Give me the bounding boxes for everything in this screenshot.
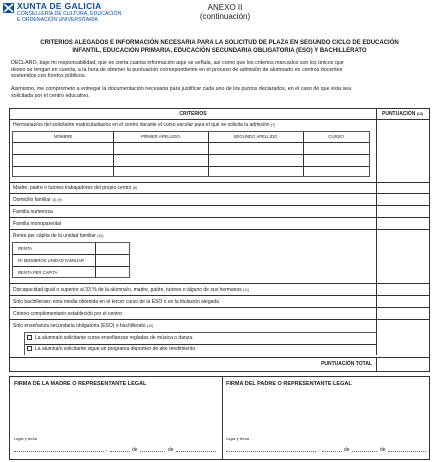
siblings-label: Hermanas/os del solicitante matriculadas/os en el centro durante el curso escolar para el que se solicita la admisión $^{(7)}$ [13,122,276,128]
mother-comma: , [106,447,108,453]
department-name: CONSELLERÍA DE CULTURA, EDUCACIÓN E ORDENACIÓN UNIVERSITARIA [17,11,122,23]
income-table [12,242,130,278]
annex-heading [180,3,270,21]
col-nombre: NOMBRE [53,134,73,139]
father-place-date-label: Lugar y fecha [226,437,250,441]
parents-worker-label: Madre, padre o tutores trabajadores del propio centro $^{(8)}$ [13,185,138,191]
income-row-miembros: Nº MIEMBROS UNIDAD FAMILIAR [18,258,84,263]
logo-text: XUNTA DE GALICIA [17,1,102,11]
total-value-field[interactable] [376,357,431,372]
score-header: PUNTUACIÓN $^{(13)}$ [382,111,423,117]
option-music-checkbox[interactable] [27,335,32,340]
income-row-per-capita: RENTA PER CÁPITA [18,270,58,275]
declaration-text: DECLARO, bajo mi responsabilidad, que es cierta cuanta información aquí se señala, así como que los criterios marcados son los únicos que deseo se tengan en cuenta, a la hora de obtener la puntuación correspondiente en el proceso de admisión de alumnado en centros docentes sostenidos con fondos públicos. [11,60,344,80]
disability-label: Discapacidad igual o superior al 33 % de la alumna/o, madre, padre, tutores o alguno de sus hermanos $^{(11)}$ [13,287,250,293]
father-day-input[interactable] [322,451,342,452]
annex-title: ANEXO II [207,3,243,12]
xunta-logo-icon [3,3,14,13]
option-sport-label: La alumna/o solicitante sigue un programa deportivo de alto rendimiento. [35,346,197,352]
col-primer-apellido: PRIMER APELLIDO [141,134,180,139]
mother-place-date-label: Lugar y fecha [14,437,38,441]
mother-month-input[interactable] [140,451,165,452]
father-signature-label: FIRMA DEL PADRE O REPRESENTANTE LEGAL [226,381,352,387]
criteria-table [9,108,430,372]
mother-signature-label: FIRMA DE LA MADRE O REPRESENTANTE LEGAL [14,381,147,387]
bachillerato-label: Sólo bachillerato: nota media obtenida en el tercer curso de la ESO o en la titulación alegada [13,299,219,305]
father-de-1: de [344,447,350,453]
option-sport-checkbox[interactable] [27,346,32,351]
father-de-2: de [380,447,386,453]
mother-year-input[interactable] [176,451,216,452]
mother-de-1: de [132,447,138,453]
annex-subtitle: (continuación) [199,12,251,21]
single-parent-label: Familia monoparental [13,221,62,227]
siblings-table [12,131,370,177]
domicile-label: Domicilio familiar $^{(3) (9)}$ [13,197,62,203]
signature-box [9,376,430,460]
criteria-header: CRITERIOS [179,111,207,117]
income-row-renta: RENTA [18,246,32,251]
mother-de-2: de [168,447,174,453]
large-family-label: Familia numerosa [13,209,53,215]
eso-bach-label: Sólo enseñanza secundaria obligatoria (ESO) o bachillerato $^{(12)}$ [13,323,154,329]
mother-day-input[interactable] [110,451,130,452]
form-title: CRITERIOS ALEGADOS E INFORMACIÓN NECESARIA PARA LA SOLICITUD DE PLAZA EN SEGUNDO CICLO DE EDUCACIÓN INFANTIL, EDUCACIÓN PRIMARIA, EDUCACIÓN SECUNDARIA OBLIGATORIA (ESO) Y BACHILLERATO [40,40,399,54]
complementary-label: Criterio complementario establecido por el centro [13,311,122,317]
option-music-label: La alumna/o solicitante cursa enseñanzas regladas de música o danza. [35,335,194,341]
income-label: Renta per cápita de la unidad familiar $^{(10)}$ [13,233,104,239]
father-place-input[interactable] [226,451,316,452]
col-segundo-apellido: SEGUNDO APELLIDO [233,134,278,139]
total-label: PUNTUACIÓN TOTAL [321,361,372,367]
father-month-input[interactable] [352,451,377,452]
commitment-text: Asimismo, me comprometo a entregar la documentación necesaria para justificar cada uno de los puntos declarados, en el caso de que ésta sea solicitada por el centro educativo. [11,86,352,99]
col-curso: CURSO [328,134,344,139]
father-year-input[interactable] [388,451,426,452]
mother-place-input[interactable] [14,451,104,452]
father-comma: , [318,447,320,453]
